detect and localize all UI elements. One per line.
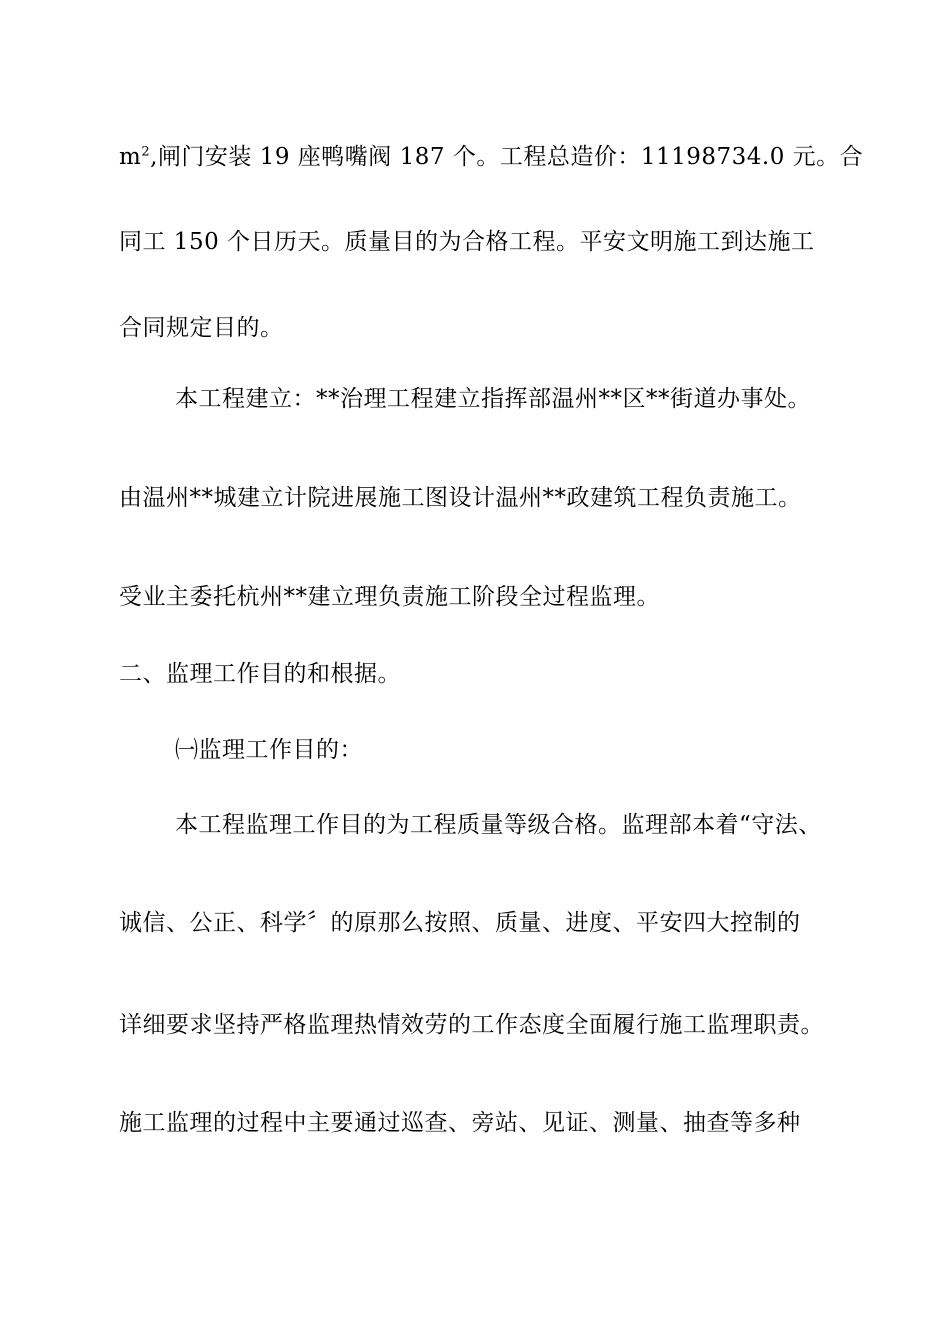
paragraph-start-line: 本工程监理工作目的为工程质量等级合格。监理部本着“守法、	[175, 812, 822, 838]
text-line	[119, 142, 863, 172]
text-line: 诚信、公正、科学〞的原那么按照、质量、进度、平安四大控制的	[119, 910, 801, 936]
subsection-heading: ㈠监理工作目的：	[175, 737, 363, 763]
text-line: 施工监理的过程中主要通过巡查、旁站、见证、测量、抽查等多种	[119, 1110, 801, 1136]
text-line: 由温州**城建立计院进展施工图设计温州**政建筑工程负责施工。	[119, 485, 802, 511]
superscript-2: 2	[141, 144, 151, 160]
paragraph-start-line: 本工程建立：**治理工程建立指挥部温州**区**街道办事处。	[175, 386, 811, 412]
unit-m: m	[119, 144, 142, 170]
text-line: 同工 150 个日历天。质量目的为合格工程。平安文明施工到达施工	[119, 229, 815, 255]
line-text: ,闸门安装 19 座鸭嘴阀 187 个。工程总造价：11198734.0 元。合	[150, 144, 864, 170]
text-line: 受业主委托杭州**建立理负责施工阶段全过程监理。	[119, 584, 660, 610]
text-line: 详细要求坚持严格监理热情效劳的工作态度全面履行施工监理职责。	[119, 1012, 824, 1038]
text-line: 合同规定目的。	[119, 315, 284, 341]
section-heading: 二、监理工作目的和根据。	[119, 661, 401, 687]
